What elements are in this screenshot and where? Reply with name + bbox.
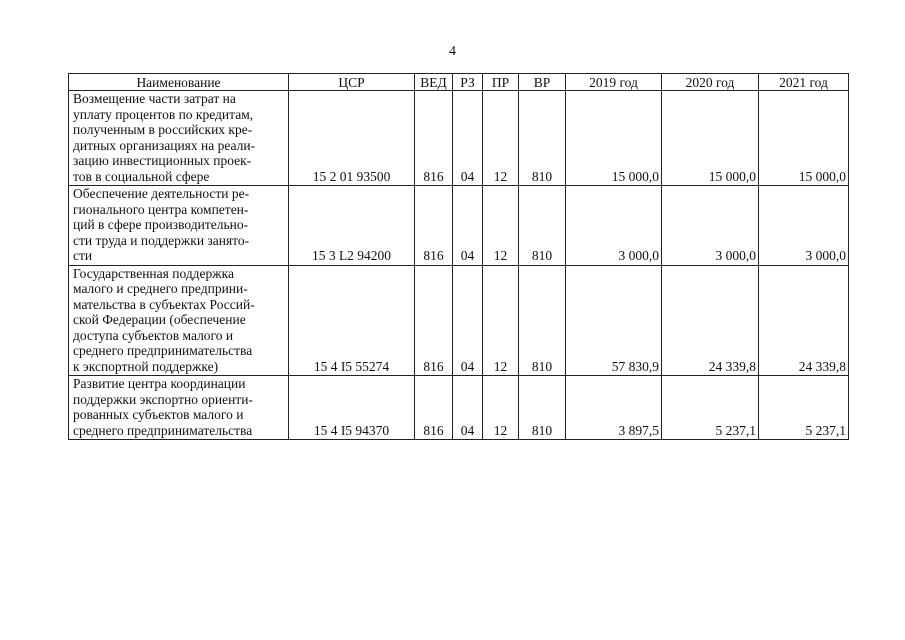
cell-2019: 3 897,5 <box>566 376 662 440</box>
cell-2021: 3 000,0 <box>759 186 849 266</box>
table-row <box>69 376 849 440</box>
cell-name-line: зацию инвестиционных проек- <box>73 153 252 168</box>
cell-csr: 15 3 L2 94200 <box>289 186 415 266</box>
cell-2021: 15 000,0 <box>759 91 849 186</box>
header-ved: ВЕД <box>415 74 453 91</box>
cell-2019: 3 000,0 <box>566 186 662 266</box>
cell-csr: 15 4 I5 55274 <box>289 265 415 376</box>
cell-2019: 15 000,0 <box>566 91 662 186</box>
cell-csr: 15 4 I5 94370 <box>289 376 415 440</box>
cell-name <box>69 376 289 440</box>
cell-name-line: сти труда и поддержки занято- <box>73 232 250 248</box>
cell-vr: 810 <box>519 265 566 376</box>
cell-name <box>69 265 289 376</box>
header-2019: 2019 год <box>566 74 662 91</box>
cell-pr: 12 <box>483 376 519 440</box>
cell-name <box>69 186 289 266</box>
cell-name-line: ций в сфере производительно- <box>73 217 249 232</box>
cell-name-line: ской Федерации (обеспечение <box>73 312 246 327</box>
cell-name-line: рованных субъектов малого и <box>73 407 244 422</box>
cell-ved: 816 <box>415 376 453 440</box>
cell-ved: 816 <box>415 186 453 266</box>
table-row <box>69 186 849 266</box>
header-name: Наименование <box>69 74 289 91</box>
cell-pr: 12 <box>483 186 519 266</box>
header-2020: 2020 год <box>662 74 759 91</box>
cell-rz: 04 <box>453 186 483 266</box>
cell-vr: 810 <box>519 376 566 440</box>
cell-name-line: доступа субъектов малого и <box>73 327 234 343</box>
page-number: 4 <box>449 44 456 59</box>
cell-name-line: Обеспечение деятельности ре- <box>73 186 250 201</box>
cell-name-line: полученным в российских кре- <box>73 122 253 137</box>
cell-name-line: уплату процентов по кредитам, <box>73 106 254 122</box>
cell-name-line: тов в социальной сфере <box>73 168 210 184</box>
cell-rz: 04 <box>453 265 483 376</box>
cell-name-line: Возмещение части затрат на <box>73 91 236 106</box>
cell-rz: 04 <box>453 376 483 440</box>
header-rz: РЗ <box>453 74 483 91</box>
cell-name-line: среднего предпринимательства <box>73 422 253 438</box>
cell-csr: 15 2 01 93500 <box>289 91 415 186</box>
cell-2020: 15 000,0 <box>662 91 759 186</box>
cell-name-line: мательства в субъектах Россий- <box>73 296 255 312</box>
cell-2020: 3 000,0 <box>662 186 759 266</box>
cell-name-line: дитных организациях на реали- <box>73 137 256 153</box>
cell-name-line: поддержки экспортно ориенти- <box>73 391 253 407</box>
cell-ved: 816 <box>415 91 453 186</box>
header-pr: ПР <box>483 74 519 91</box>
table-row <box>69 265 849 376</box>
table-row <box>69 91 849 186</box>
cell-name-line: среднего предпринимательства <box>73 343 253 358</box>
cell-pr: 12 <box>483 91 519 186</box>
cell-vr: 810 <box>519 91 566 186</box>
cell-2020: 5 237,1 <box>662 376 759 440</box>
cell-vr: 810 <box>519 186 566 266</box>
cell-name-line: Государственная поддержка <box>73 265 234 281</box>
cell-name-line: малого и среднего предприни- <box>73 281 248 296</box>
cell-name-line: к экспортной поддержке) <box>73 358 219 374</box>
header-vr: ВР <box>519 74 566 91</box>
cell-2021: 24 339,8 <box>759 265 849 376</box>
table-header-row <box>69 74 849 91</box>
cell-2020: 24 339,8 <box>662 265 759 376</box>
cell-ved: 816 <box>415 265 453 376</box>
cell-2021: 5 237,1 <box>759 376 849 440</box>
cell-name-line: сти <box>73 248 93 263</box>
header-csr: ЦСР <box>289 74 415 91</box>
table-body <box>69 91 849 440</box>
cell-2019: 57 830,9 <box>566 265 662 376</box>
cell-rz: 04 <box>453 91 483 186</box>
header-2021: 2021 год <box>759 74 849 91</box>
cell-name-line: Развитие центра координации <box>73 376 246 391</box>
cell-pr: 12 <box>483 265 519 376</box>
cell-name-line: гионального центра компетен- <box>73 201 249 217</box>
budget-table <box>68 73 849 440</box>
cell-name <box>69 91 289 186</box>
